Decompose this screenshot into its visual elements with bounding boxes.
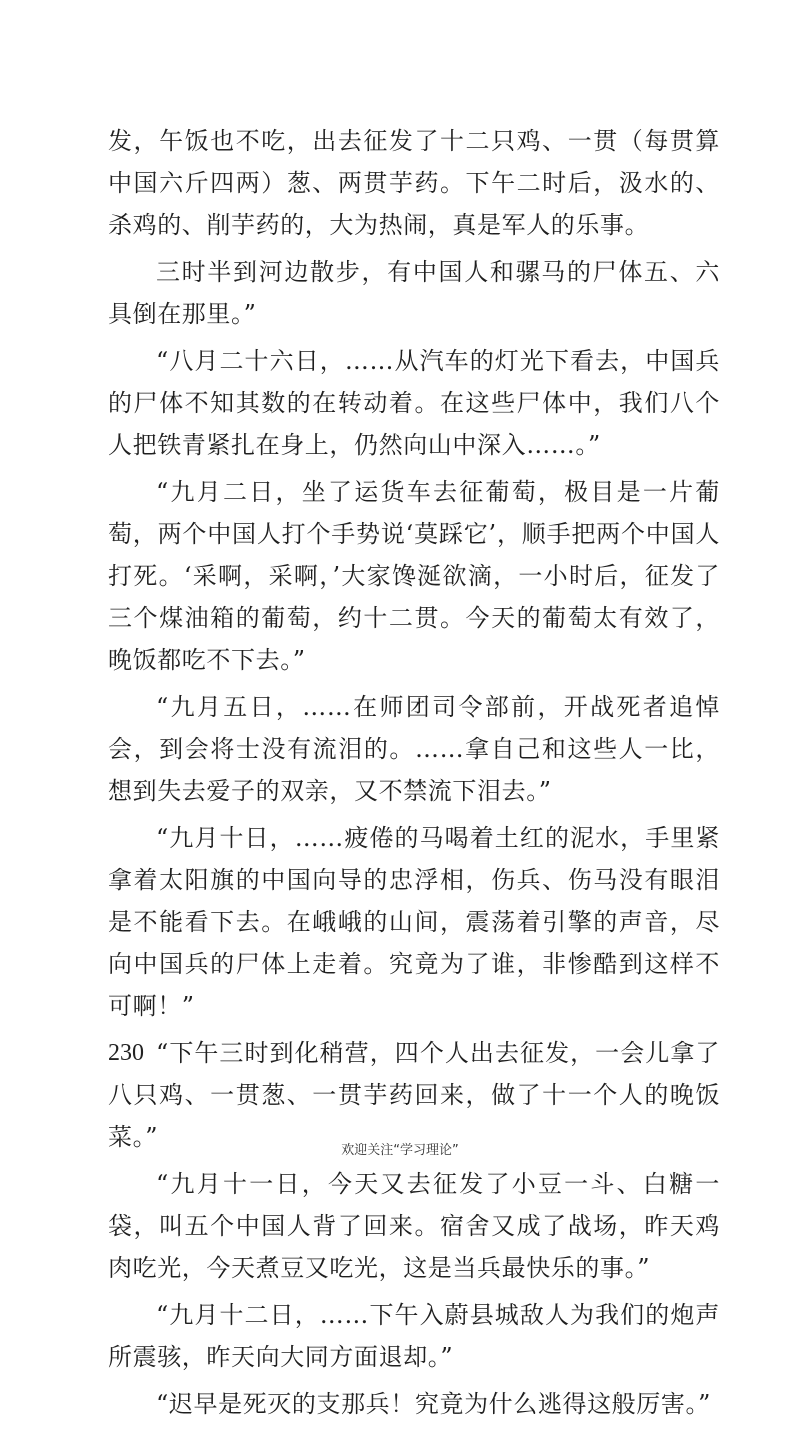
body-text [108, 120, 720, 1430]
paragraph: 三时半到河边散步，有中国人和骡马的尸体五、六具倒在那里。” [108, 258, 720, 328]
paragraph: “九月五日，……在师团司令部前，开战死者追悼会，到会将士没有流泪的。……拿自己和这些人一比，想到失去爱子的双亲，又不禁流下泪去。” [108, 693, 720, 805]
paragraph: “九月十二日，……下午入蔚县城敌人为我们的炮声所震骇，昨天向大同方面退却。” [108, 1301, 720, 1371]
paragraph: “八月二十六日，……从汽车的灯光下看去，中国兵的尸体不知其数的在转动着。在这些尸体中，我们八个人把铁青紧扎在身上，仍然向山中深入……。” [108, 347, 720, 459]
page-number: 230 [108, 1040, 144, 1066]
paragraph: “下午三时到化稍营，四个人出去征发，一会儿拿了八只鸡、一贯葱、一贯芋药回来，做了十一个人的晚饭菜。” [108, 1039, 720, 1151]
paragraph: “九月十一日，今天又去征发了小豆一斗、白糖一袋，叫五个中国人背了回来。宿舍又成了战场，昨天鸡肉吃光，今天煮豆又吃光，这是当兵最快乐的事。” [108, 1170, 720, 1282]
paragraph: “九月十日，……疲倦的马喝着土红的泥水，手里紧拿着太阳旗的中国向导的忠浮相，伤兵、伤马没有眼泪是不能看下去。在峨峨的山间，震荡着引擎的声音，尽向中国兵的尸体上走着。究竟为了谁，非惨酷到这样不可啊！” [108, 824, 720, 1020]
paragraph: 发，午饭也不吃，出去征发了十二只鸡、一贯（每贯算中国六斤四两）葱、两贯芋药。下午二时后，汲水的、杀鸡的、削芋药的，大为热闹，真是军人的乐事。 [108, 127, 720, 239]
paragraph: “九月二日，坐了运货车去征葡萄，极目是一片葡萄，两个中国人打个手势说‘莫踩它’，顺手把两个中国人打死。‘采啊，采啊，’大家馋涎欲滴，一小时后，征发了三个煤油箱的葡萄，约十二贯。今天的葡萄太有效了，晚饭都吃不下去。” [108, 478, 720, 674]
footer-note: 欢迎关注“学习理论” [341, 1143, 459, 1158]
paragraph: “迟早是死灭的支那兵！究竟为什么逃得这般厉害。” [156, 1390, 711, 1418]
